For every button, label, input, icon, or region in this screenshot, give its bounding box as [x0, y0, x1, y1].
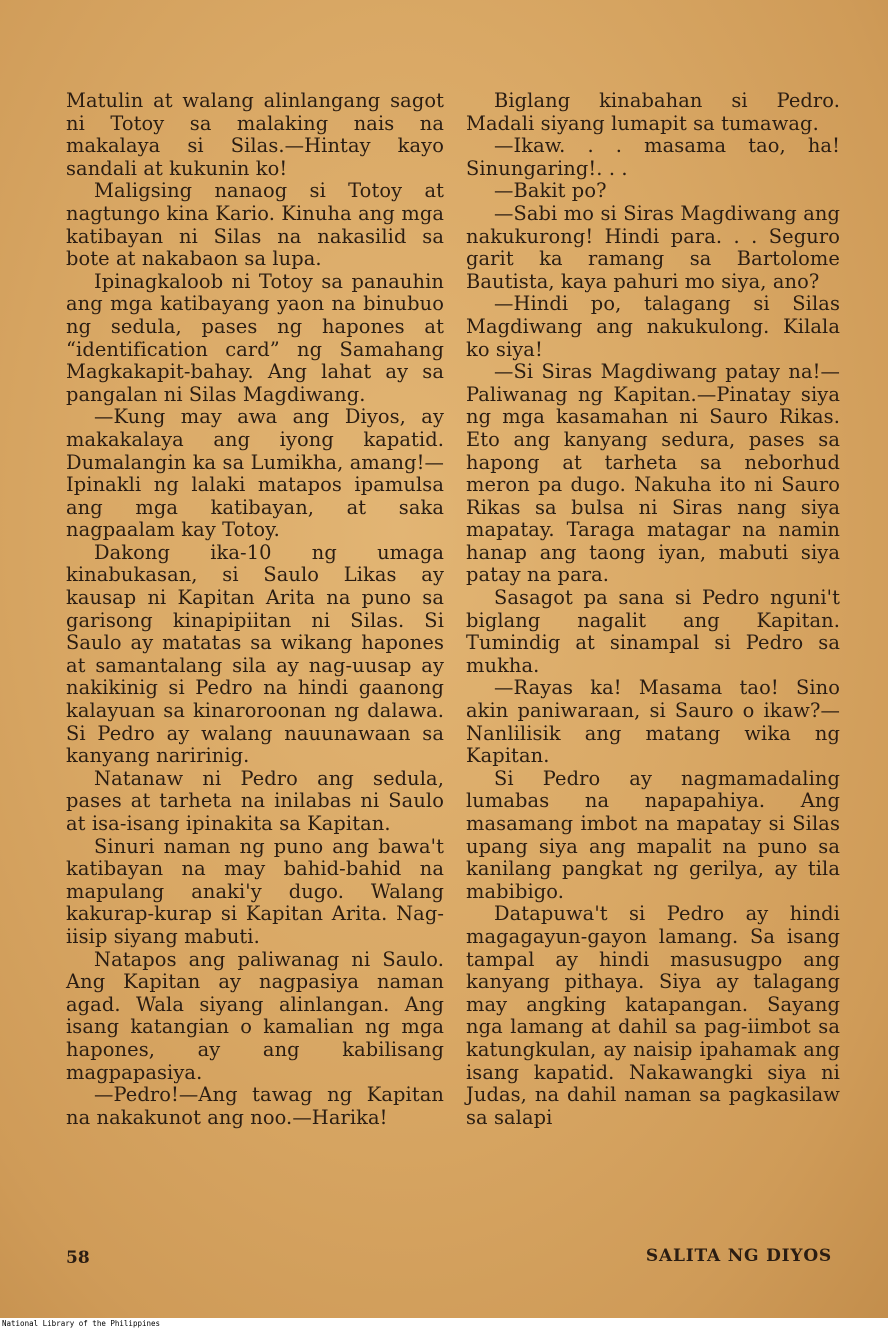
paragraph: —Pedro!—Ang tawag ng Kapitan na nakakunot ang noo.—Harika!: [66, 1083, 444, 1129]
paragraph: Natanaw ni Pedro ang sedula, pases at tarheta na inilabas ni Saulo at isa-isang ipinakita sa Kapitan.: [66, 766, 444, 835]
paragraph: Si Pedro ay nagmamadaling lumabas na napapahiya. Ang masamang imbot na mapatay si Silas upang siya ang mapalit na puno sa kanilang pangkat ng gerilya, ay tila mabibigo.: [466, 766, 840, 903]
right-column: [466, 90, 840, 1129]
running-title: SALITA NG DIYOS: [645, 1246, 832, 1266]
paragraph: Natapos ang paliwanag ni Saulo. Ang Kapitan ay nagpasiya naman agad. Wala siyang alinlangan. Ang isang katangian o kamalian ng mga hapones, ay ang kabilisang magpapasiya.: [66, 947, 444, 1084]
paragraph: Dakong ika-10 ng umaga kinabukasan, si Saulo Likas ay kausap ni Kapitan Arita na puno sa garisong kinapipiitan ni Silas. Si Saulo ay matatas sa wikang hapones at samantalang sila ay nag-uusap ay nakikinig si Pedro na hindi gaanong kalayuan sa kinaroroonan ng dalawa. Si Pedro ay walang nauunawaan sa kanyang naririnig.: [66, 540, 444, 768]
paragraph: —Rayas ka! Masama tao! Sino akin paniwaraan, si Sauro o ikaw?—Nanlilisik ang matang wika ng Kapitan.: [466, 676, 840, 768]
paragraph: —Ikaw. . . masama tao, ha! Sinungaring!. . .: [466, 134, 840, 180]
paragraph: —Hindi po, talagang si Silas Magdiwang ang nakukulong. Kilala ko siya!: [466, 292, 840, 361]
paragraph: Datapuwa't si Pedro ay hindi magagayun-gayon lamang. Sa isang tampal ay hindi masusugpo ang kanyang pithaya. Siya ay talagang may angking katapangan. Sayang nga lamang at dahil sa pag-iimbot sa katungkulan, ay naisip ipahamak ang isang kapatid. Nakawangki siya ni Judas, na dahil naman sa pagkasilaw sa salapi: [466, 902, 840, 1129]
paragraph: —Kung may awa ang Diyos, ay makakalaya ang iyong kapatid. Dumalangin ka sa Lumikha, amang!—Ipinakli ng lalaki matapos ipamulsa ang mga katibayan, at saka nagpaalam kay Totoy.: [66, 405, 444, 542]
paragraph: —Si Siras Magdiwang patay na!—Paliwanag ng Kapitan.—Pinatay siya ng mga kasamahan ni Sauro Rikas. Eto ang kanyang sedura, pases sa hapong at tarheta sa neborhud meron pa dugo. Nakuha ito ni Sauro Rikas sa bulsa ni Siras nang siya mapatay. Taraga matagar na namin hanap ang taong iyan, mabuti siya patay na para.: [466, 360, 840, 587]
paragraph: Matulin at walang alinlangang sagot ni Totoy sa malaking nais na makalaya si Silas.—Hintay kayo sandali at kukunin ko!: [66, 89, 444, 180]
paragraph: —Sabi mo si Siras Magdiwang ang nakukurong! Hindi para. . . Seguro garit ka ramang sa Bartolome Bautista, kaya pahuri mo siya, ano?: [466, 201, 840, 293]
paragraph: Maligsing nanaog si Totoy at nagtungo kina Kario. Kinuha ang mga katibayan ni Silas na nakasilid sa bote at nakabaon sa lupa.: [66, 179, 444, 271]
left-column: [66, 90, 444, 1129]
paragraph: Ipinagkaloob ni Totoy sa panauhin ang mga katibayang yaon na binubuo ng sedula, pases ng hapones at “identification card” ng Samahang Magkakapit-bahay. Ang lahat ay sa pangalan ni Silas Magdiwang.: [66, 269, 444, 406]
paragraph: Biglang kinabahan si Pedro. Madali siyang lumapit sa tumawag.: [466, 89, 840, 135]
paragraph: —Bakit po?: [494, 179, 607, 203]
page-number: 58: [66, 1248, 90, 1268]
paragraph: Sasagot pa sana si Pedro nguni't biglang nagalit ang Kapitan. Tumindig at sinampal si Pedro sa mukha.: [466, 586, 840, 677]
source-credit: National Library of the Philippines: [2, 1319, 161, 1328]
paragraph: Sinuri naman ng puno ang bawa't katibayan na may bahid-bahid na mapulang anaki'y dugo. Walang kakurap-kurap si Kapitan Arita. Nag-iisip siyang mabuti.: [66, 834, 444, 948]
